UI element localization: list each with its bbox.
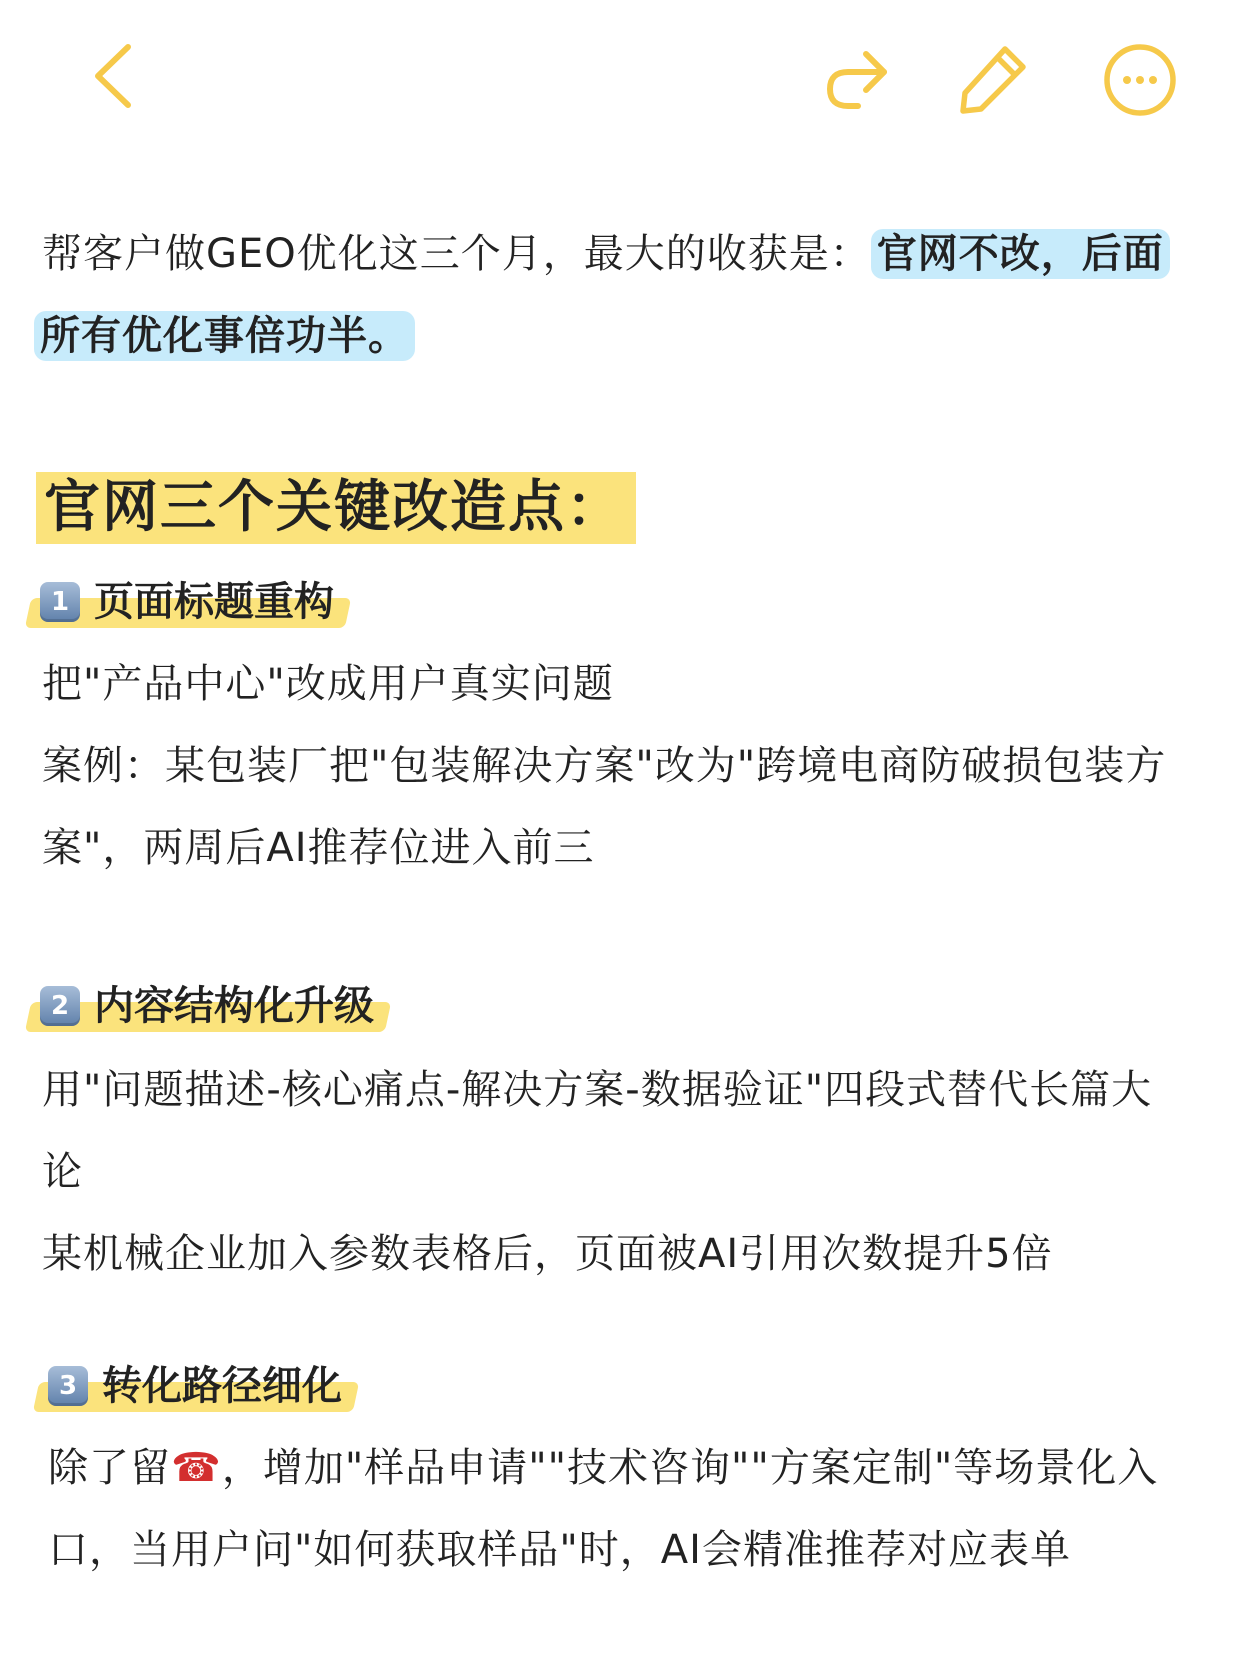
more-button[interactable] bbox=[1098, 38, 1182, 122]
pencil-icon bbox=[955, 41, 1031, 117]
more-icon bbox=[1102, 42, 1178, 118]
number-3-badge: 3 bbox=[48, 1366, 88, 1406]
back-button[interactable] bbox=[78, 36, 148, 116]
point-3-heading bbox=[36, 1358, 356, 1414]
point-1-line-2: 案例：某包装厂把"包装解决方案"改为"跨境电商防破损包装方 bbox=[42, 743, 1167, 789]
edit-button[interactable] bbox=[950, 36, 1036, 122]
point-2-line-3: 某机械企业加入参数表格后，页面被AI引用次数提升5倍 bbox=[42, 1231, 1053, 1277]
share-icon bbox=[822, 48, 892, 112]
point-3-line-1 bbox=[48, 1440, 1158, 1496]
phone-icon: ☎ bbox=[171, 1445, 222, 1491]
intro-text: 帮客户做GEO优化这三个月，最大的收获是： bbox=[42, 231, 871, 277]
intro-highlight-2: 所有优化事倍功半。 bbox=[34, 311, 415, 361]
point-1-line-1: 把"产品中心"改成用户真实问题 bbox=[42, 661, 614, 707]
intro-line-2 bbox=[34, 308, 415, 364]
point-1-line-3: 案"，两周后AI推荐位进入前三 bbox=[42, 825, 595, 871]
chevron-left-icon bbox=[88, 41, 138, 111]
share-button[interactable] bbox=[812, 40, 902, 120]
point-2-title: 内容结构化升级 bbox=[94, 983, 374, 1029]
point-3-text-a: 除了留 bbox=[48, 1445, 171, 1491]
point-3-line-2: 口，当用户问"如何获取样品"时，AI会精准推荐对应表单 bbox=[48, 1527, 1071, 1573]
intro-line-1 bbox=[42, 226, 1170, 282]
section-title: 官网三个关键改造点： bbox=[36, 472, 636, 544]
number-1-badge: 1 bbox=[40, 582, 80, 622]
intro-highlight-1: 官网不改，后面 bbox=[871, 229, 1170, 279]
point-2-line-2: 论 bbox=[42, 1149, 83, 1195]
point-1-title: 页面标题重构 bbox=[94, 579, 334, 625]
top-toolbar bbox=[0, 0, 1242, 160]
number-2-badge: 2 bbox=[40, 986, 80, 1026]
point-3-title: 转化路径细化 bbox=[102, 1363, 342, 1409]
point-2-heading bbox=[28, 978, 388, 1034]
point-3-text-b: ，增加"样品申请""技术咨询""方案定制"等场景化入 bbox=[221, 1445, 1159, 1491]
point-1-heading bbox=[28, 574, 348, 630]
point-2-line-1: 用"问题描述-核心痛点-解决方案-数据验证"四段式替代长篇大 bbox=[42, 1067, 1153, 1113]
